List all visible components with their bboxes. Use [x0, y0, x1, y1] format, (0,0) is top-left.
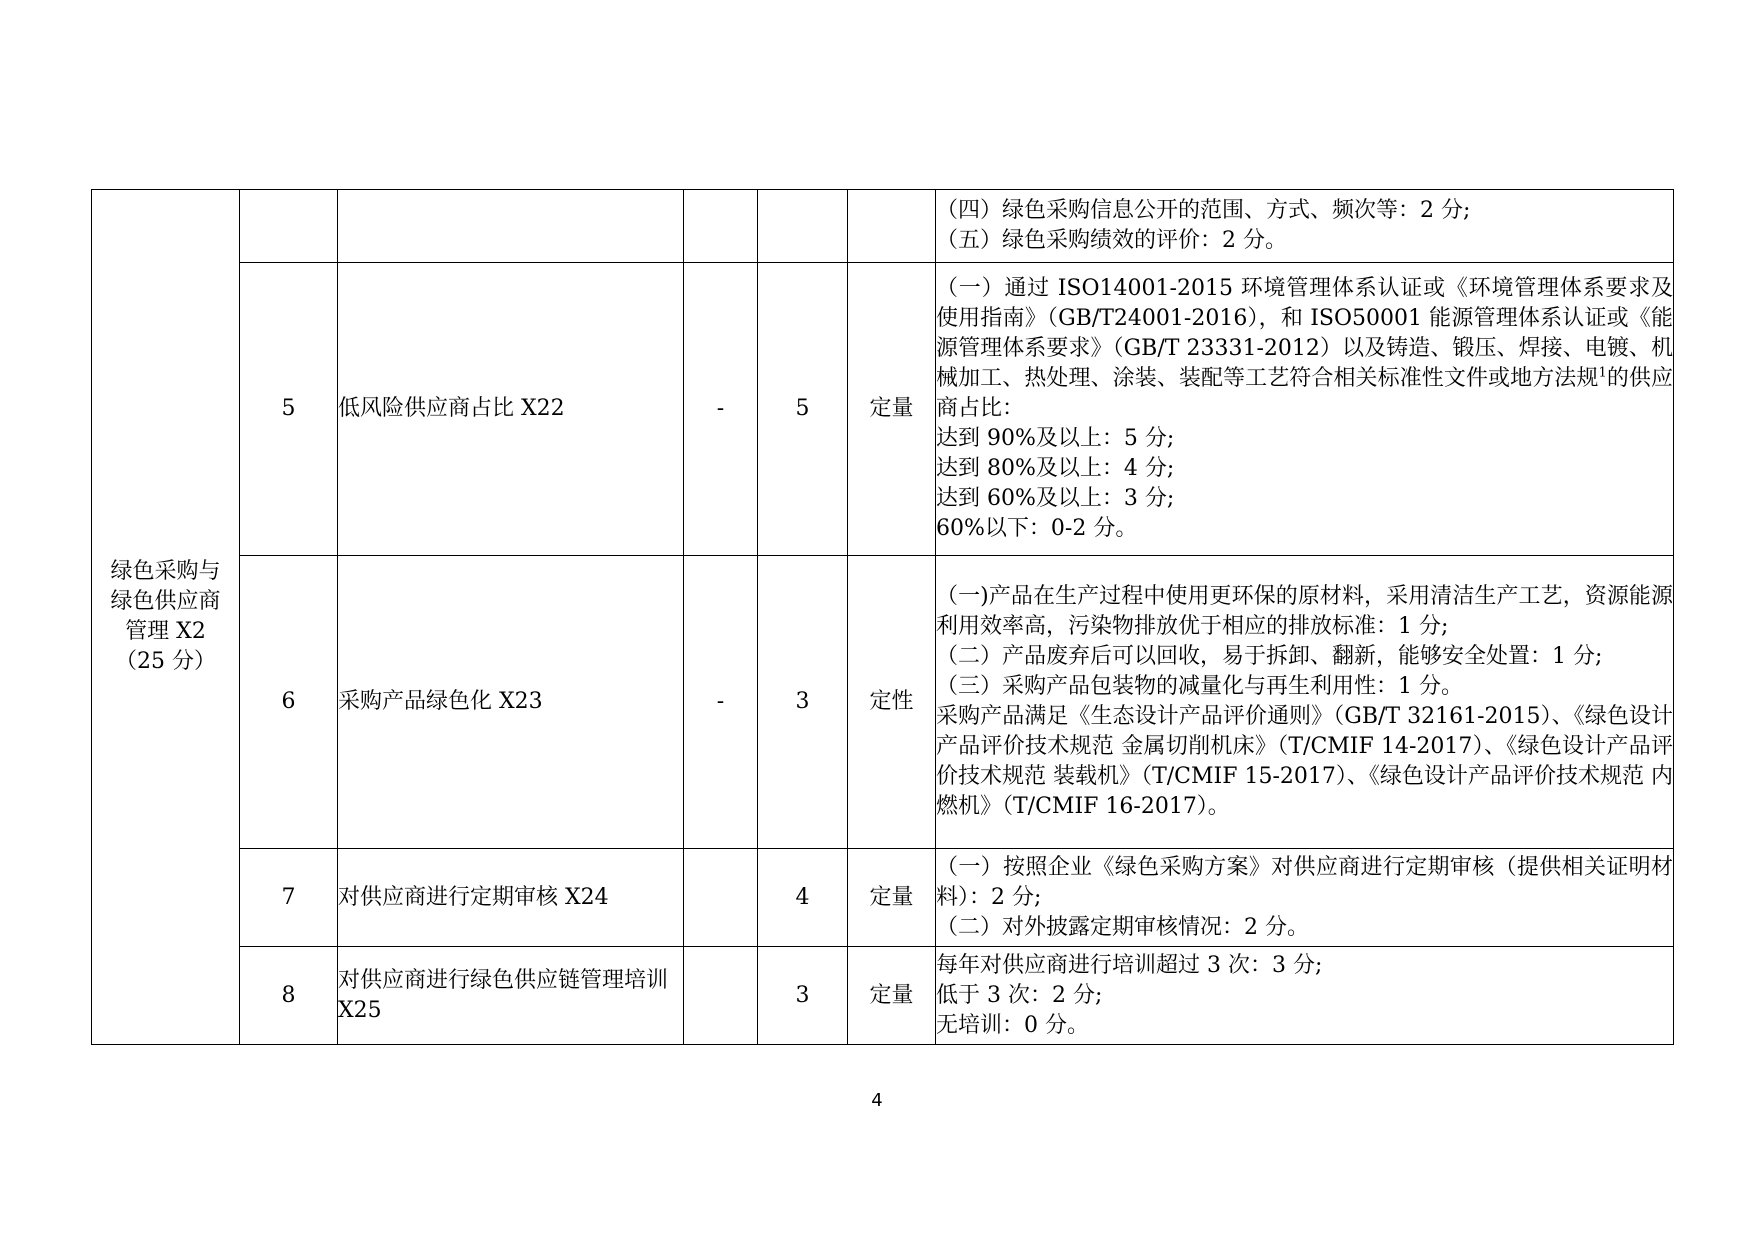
indicator-dash: -: [684, 263, 758, 556]
description-line: （一）按照企业《绿色采购方案》对供应商进行定期审核（提供相关证明材料）：2 分;: [936, 854, 1673, 910]
category-line: （25 分）: [115, 649, 216, 674]
indicator-description: [936, 190, 1674, 263]
indicator-description: [936, 556, 1674, 849]
category-line: 绿色采购与: [110, 559, 221, 584]
evaluation-table: [91, 189, 1674, 1045]
description-line: （一)产品在生产过程中使用更环保的原材料，采用清洁生产工艺，资源能源利用效率高，污染物排放优于相应的排放标准：1 分;: [936, 584, 1673, 639]
indicator-score: 4: [758, 849, 848, 947]
description-line: 每年对供应商进行培训超过 3 次：3 分;: [936, 952, 1323, 978]
description-line: （二）对外披露定期审核情况：2 分。: [936, 914, 1309, 940]
description-line: 无培训：0 分。: [936, 1012, 1089, 1038]
indicator-name: 对供应商进行定期审核 X24: [338, 849, 684, 947]
row-number: [240, 190, 338, 263]
indicator-score: 3: [758, 556, 848, 849]
description-line: 采购产品满足《生态设计产品评价通则》（GB/T 32161-2015）、《绿色设计产品评价技术规范 金属切削机床》（T/CMIF 14-2017）、《绿色设计产品评价技术规范 装载机》（T/CMIF 15-2017）、《绿色设计产品评价技术规范 内燃机》（T/CMIF 16-2017）。: [936, 704, 1673, 819]
table-row: [92, 849, 1674, 947]
indicator-type: 定性: [848, 556, 936, 849]
row-number: 7: [240, 849, 338, 947]
indicator-name: 对供应商进行绿色供应链管理培训 X25: [338, 947, 684, 1045]
row-number: 5: [240, 263, 338, 556]
description-line: 达到 90%及以上：5 分;: [936, 426, 1175, 451]
category-line: 管理 X2: [125, 619, 206, 644]
indicator-description: [936, 947, 1674, 1045]
indicator-score: 5: [758, 263, 848, 556]
description-line: 达到 60%及以上：3 分;: [936, 486, 1175, 511]
description-text: 的供应商占比：: [936, 366, 1673, 421]
description-line: （二）产品废弃后可以回收，易于拆卸、翻新，能够安全处置：1 分;: [936, 644, 1603, 669]
description-line: [936, 274, 1673, 424]
indicator-type: [848, 190, 936, 263]
indicator-score: [758, 190, 848, 263]
indicator-type: 定量: [848, 263, 936, 556]
category-cell: [92, 190, 240, 1045]
indicator-dash: [684, 947, 758, 1045]
indicator-type: 定量: [848, 849, 936, 947]
table-row: [92, 556, 1674, 849]
description-line: 达到 80%及以上：4 分;: [936, 456, 1175, 481]
indicator-name: 采购产品绿色化 X23: [338, 556, 684, 849]
indicator-type: 定量: [848, 947, 936, 1045]
category-line: 绿色供应商: [110, 589, 221, 614]
row-number: 6: [240, 556, 338, 849]
indicator-score: 3: [758, 947, 848, 1045]
indicator-description: [936, 263, 1674, 556]
description-line: （四）绿色采购信息公开的范围、方式、频次等：2 分;: [936, 198, 1471, 223]
indicator-dash: -: [684, 556, 758, 849]
description-text: （一）通过 ISO14001-2015 环境管理体系认证或《环境管理体系要求及使用指南》（GB/T24001-2016），和 ISO50001 能源管理体系认证或《能源管理体系要求》（GB/T 23331-2012）以及铸造、锻压、焊接、电镀、机械加工、热处理、涂装、装配等工艺符合相关标准性文件或地方法规: [936, 276, 1673, 391]
row-number: 8: [240, 947, 338, 1045]
description-line: 低于 3 次：2 分;: [936, 982, 1103, 1008]
description-line: （三）采购产品包装物的减量化与再生利用性：1 分。: [936, 674, 1463, 699]
indicator-dash: [684, 849, 758, 947]
indicator-description: [936, 849, 1674, 947]
table-row: [92, 947, 1674, 1045]
indicator-name: 低风险供应商占比 X22: [338, 263, 684, 556]
indicator-name: [338, 190, 684, 263]
table-row: [92, 263, 1674, 556]
description-line: 60%以下：0-2 分。: [936, 516, 1138, 541]
description-line: （五）绿色采购绩效的评价：2 分。: [936, 228, 1287, 253]
page-number: 4: [871, 1090, 883, 1111]
indicator-dash: [684, 190, 758, 263]
footnote-mark: 1: [1598, 365, 1607, 381]
table-row: [92, 190, 1674, 263]
